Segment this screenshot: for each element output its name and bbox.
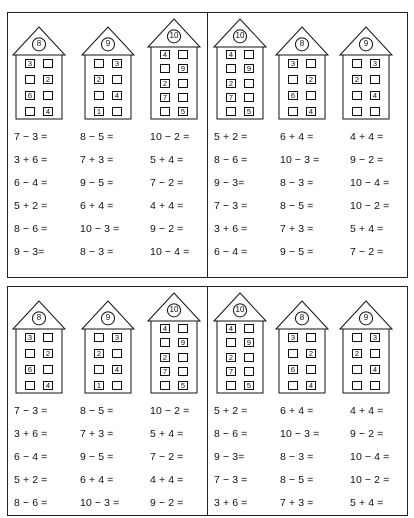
blank-box[interactable]	[244, 367, 254, 376]
number-box: 6	[288, 365, 298, 374]
number-box: 2	[43, 349, 53, 358]
blank-box[interactable]	[25, 107, 35, 116]
blank-box[interactable]	[25, 349, 35, 358]
blank-box[interactable]	[370, 349, 380, 358]
number-box: 3	[112, 333, 122, 342]
blank-box[interactable]	[288, 349, 298, 358]
blank-box[interactable]	[43, 59, 53, 68]
house-body	[16, 55, 62, 119]
number-box: 4	[226, 324, 236, 333]
blank-box[interactable]	[25, 381, 35, 390]
equation[interactable]: 8 − 3 =	[280, 177, 314, 189]
equation[interactable]: 4 + 4 =	[350, 131, 384, 143]
equation[interactable]: 7 − 2 =	[350, 246, 384, 258]
house-body	[151, 47, 197, 119]
number-box: 4	[370, 365, 380, 374]
blank-box[interactable]	[288, 75, 298, 84]
blank-box[interactable]	[306, 59, 316, 68]
number-box: 6	[25, 365, 35, 374]
equation[interactable]: 8 − 5 =	[280, 474, 314, 486]
equation[interactable]: 7 + 3 =	[80, 428, 114, 440]
equation[interactable]: 10 − 2 =	[150, 405, 190, 417]
equation[interactable]: 10 − 2 =	[350, 474, 390, 486]
blank-box[interactable]	[306, 91, 316, 100]
house	[148, 293, 200, 393]
equation[interactable]: 8 − 3 =	[80, 246, 114, 258]
blank-box[interactable]	[352, 59, 362, 68]
equation[interactable]: 4 + 4 =	[150, 200, 184, 212]
house-body	[85, 55, 131, 119]
number-box: 4	[43, 381, 53, 390]
roof-number: 9	[363, 313, 369, 323]
blank-box[interactable]	[370, 107, 380, 116]
house-body	[151, 321, 197, 393]
equation[interactable]: 5 + 2 =	[214, 131, 248, 143]
equation[interactable]: 7 + 3 =	[80, 154, 114, 166]
blank-box[interactable]	[370, 75, 380, 84]
number-box: 2	[160, 79, 170, 88]
house	[148, 19, 200, 119]
roof-number: 8	[299, 313, 305, 323]
number-box: 5	[178, 107, 188, 116]
equation[interactable]: 10 − 3 =	[280, 154, 320, 166]
equation[interactable]: 7 − 3 =	[14, 405, 48, 417]
equation[interactable]: 7 − 3 =	[214, 474, 248, 486]
blank-box[interactable]	[94, 365, 104, 374]
worksheet-panel	[7, 286, 208, 516]
blank-box[interactable]	[160, 64, 170, 73]
number-box: 4	[306, 381, 316, 390]
equation[interactable]: 9 − 5 =	[280, 246, 314, 258]
number-box: 2	[306, 349, 316, 358]
house	[214, 293, 266, 393]
blank-box[interactable]	[43, 333, 53, 342]
number-box: 7	[226, 367, 236, 376]
equation[interactable]: 7 + 3 =	[280, 497, 314, 509]
equation[interactable]: 10 − 4 =	[350, 177, 390, 189]
equation[interactable]: 3 + 6 =	[14, 154, 48, 166]
number-box: 9	[178, 338, 188, 347]
house-body	[343, 329, 389, 393]
equation[interactable]: 10 − 3 =	[280, 428, 320, 440]
house	[13, 19, 65, 119]
equation[interactable]: 6 − 4 =	[14, 451, 48, 463]
equation[interactable]: 5 + 2 =	[214, 405, 248, 417]
house-outline	[13, 19, 65, 120]
blank-box[interactable]	[160, 381, 170, 390]
equation[interactable]: 7 + 3 =	[280, 223, 314, 235]
blank-box[interactable]	[112, 349, 122, 358]
house-body	[85, 329, 131, 393]
roof-number: 10	[235, 305, 245, 315]
equation[interactable]: 6 + 4 =	[280, 405, 314, 417]
worksheet-panel	[207, 12, 408, 278]
house-body	[279, 55, 325, 119]
number-box: 6	[288, 91, 298, 100]
blank-box[interactable]	[306, 365, 316, 374]
number-box: 4	[160, 50, 170, 59]
worksheet-panel	[7, 12, 208, 278]
number-box: 9	[244, 338, 254, 347]
blank-box[interactable]	[112, 107, 122, 116]
equation[interactable]: 8 − 3 =	[280, 451, 314, 463]
blank-box[interactable]	[94, 91, 104, 100]
equation[interactable]: 5 + 4 =	[350, 223, 384, 235]
number-box: 2	[94, 349, 104, 358]
number-box: 4	[306, 107, 316, 116]
house-outline	[82, 19, 134, 120]
blank-box[interactable]	[112, 381, 122, 390]
roof-number: 8	[299, 39, 305, 49]
blank-box[interactable]	[352, 107, 362, 116]
number-box: 1	[94, 107, 104, 116]
blank-box[interactable]	[288, 381, 298, 390]
number-box: 3	[288, 59, 298, 68]
blank-box[interactable]	[352, 91, 362, 100]
house-outline	[340, 293, 392, 394]
blank-box[interactable]	[160, 338, 170, 347]
number-box: 5	[178, 381, 188, 390]
equation[interactable]: 8 − 6 =	[214, 428, 248, 440]
number-box: 2	[352, 349, 362, 358]
number-box: 3	[25, 59, 35, 68]
number-box: 2	[306, 75, 316, 84]
roof-number: 9	[105, 313, 111, 323]
number-box: 4	[112, 91, 122, 100]
blank-box[interactable]	[94, 59, 104, 68]
number-box: 2	[226, 79, 236, 88]
blank-box[interactable]	[43, 365, 53, 374]
house-body	[217, 47, 263, 119]
house-outline	[276, 293, 328, 394]
blank-box[interactable]	[352, 333, 362, 342]
house-body	[279, 329, 325, 393]
equation[interactable]: 3 + 6 =	[14, 428, 48, 440]
equation[interactable]: 9 − 2 =	[350, 154, 384, 166]
roof-number: 8	[36, 313, 42, 323]
blank-box[interactable]	[370, 381, 380, 390]
number-box: 4	[112, 365, 122, 374]
number-box: 5	[244, 381, 254, 390]
house-body	[16, 329, 62, 393]
house-outline	[13, 293, 65, 394]
equation[interactable]: 9 − 2 =	[150, 497, 184, 509]
blank-box[interactable]	[178, 79, 188, 88]
house	[340, 19, 392, 119]
blank-box[interactable]	[25, 75, 35, 84]
number-box: 9	[178, 64, 188, 73]
equation[interactable]: 6 + 4 =	[80, 474, 114, 486]
equation[interactable]: 8 − 6 =	[14, 223, 48, 235]
blank-box[interactable]	[226, 64, 236, 73]
house	[214, 19, 266, 119]
equation[interactable]: 8 − 5 =	[280, 200, 314, 212]
number-box: 2	[94, 75, 104, 84]
house-body	[343, 55, 389, 119]
blank-box[interactable]	[352, 381, 362, 390]
equation[interactable]: 9 − 2 =	[150, 223, 184, 235]
equation[interactable]: 6 − 4 =	[14, 177, 48, 189]
blank-box[interactable]	[178, 367, 188, 376]
roof-number: 9	[363, 39, 369, 49]
blank-box[interactable]	[226, 107, 236, 116]
house-outline	[82, 293, 134, 394]
house-outline	[340, 19, 392, 120]
equation[interactable]: 4 + 4 =	[350, 405, 384, 417]
number-box: 3	[112, 59, 122, 68]
equation[interactable]: 6 + 4 =	[280, 131, 314, 143]
blank-box[interactable]	[244, 50, 254, 59]
equation[interactable]: 5 + 4 =	[150, 428, 184, 440]
house	[276, 19, 328, 119]
equation[interactable]: 8 − 5 =	[80, 405, 114, 417]
blank-box[interactable]	[244, 93, 254, 102]
number-box: 4	[43, 107, 53, 116]
number-box: 9	[244, 64, 254, 73]
equation[interactable]: 5 + 4 =	[150, 154, 184, 166]
number-box: 5	[244, 107, 254, 116]
blank-box[interactable]	[178, 353, 188, 362]
equation[interactable]: 8 − 6 =	[14, 497, 48, 509]
equation[interactable]: 5 + 4 =	[350, 497, 384, 509]
equation[interactable]: 6 + 4 =	[80, 200, 114, 212]
equation[interactable]: 3 + 6 =	[214, 497, 248, 509]
house	[82, 19, 134, 119]
number-box: 4	[370, 91, 380, 100]
number-box: 4	[160, 324, 170, 333]
blank-box[interactable]	[178, 324, 188, 333]
house-outline	[276, 19, 328, 120]
equation[interactable]: 7 − 3 =	[214, 200, 248, 212]
equation[interactable]: 9 − 3=	[214, 177, 245, 189]
number-box: 2	[352, 75, 362, 84]
blank-box[interactable]	[226, 338, 236, 347]
number-box: 7	[226, 93, 236, 102]
blank-box[interactable]	[112, 75, 122, 84]
equation[interactable]: 10 − 4 =	[150, 246, 190, 258]
worksheet-panel	[207, 286, 408, 516]
roof-number: 9	[105, 39, 111, 49]
blank-box[interactable]	[244, 353, 254, 362]
equation[interactable]: 7 − 3 =	[14, 131, 48, 143]
blank-box[interactable]	[244, 324, 254, 333]
equation[interactable]: 9 − 5 =	[80, 177, 114, 189]
equation[interactable]: 5 + 2 =	[14, 200, 48, 212]
equation[interactable]: 6 − 4 =	[214, 246, 248, 258]
equation[interactable]: 9 − 5 =	[80, 451, 114, 463]
equation[interactable]: 3 + 6 =	[214, 223, 248, 235]
blank-box[interactable]	[306, 333, 316, 342]
blank-box[interactable]	[226, 381, 236, 390]
blank-box[interactable]	[352, 365, 362, 374]
equation[interactable]: 10 − 2 =	[350, 200, 390, 212]
equation[interactable]: 4 + 4 =	[150, 474, 184, 486]
house	[13, 293, 65, 393]
house	[276, 293, 328, 393]
number-box: 1	[94, 381, 104, 390]
equation[interactable]: 10 − 3 =	[80, 223, 120, 235]
number-box: 3	[25, 333, 35, 342]
number-box: 7	[160, 367, 170, 376]
blank-box[interactable]	[244, 79, 254, 88]
number-box: 3	[370, 333, 380, 342]
blank-box[interactable]	[94, 333, 104, 342]
blank-box[interactable]	[288, 107, 298, 116]
equation[interactable]: 7 − 2 =	[150, 177, 184, 189]
roof-number: 10	[235, 31, 245, 41]
equation[interactable]: 7 − 2 =	[150, 451, 184, 463]
equation[interactable]: 10 − 2 =	[150, 131, 190, 143]
equation[interactable]: 9 − 2 =	[350, 428, 384, 440]
equation[interactable]: 9 − 3=	[14, 246, 45, 258]
number-box: 2	[160, 353, 170, 362]
roof-number: 8	[36, 39, 42, 49]
number-box: 3	[288, 333, 298, 342]
house	[82, 293, 134, 393]
equation[interactable]: 5 + 2 =	[14, 474, 48, 486]
blank-box[interactable]	[160, 107, 170, 116]
equation[interactable]: 10 − 4 =	[350, 451, 390, 463]
roof-number: 10	[169, 305, 179, 315]
equation[interactable]: 10 − 3 =	[80, 497, 120, 509]
blank-box[interactable]	[178, 93, 188, 102]
number-box: 7	[160, 93, 170, 102]
number-box: 2	[226, 353, 236, 362]
blank-box[interactable]	[43, 91, 53, 100]
number-box: 6	[25, 91, 35, 100]
equation[interactable]: 8 − 5 =	[80, 131, 114, 143]
blank-box[interactable]	[178, 50, 188, 59]
equation[interactable]: 9 − 3=	[214, 451, 245, 463]
number-box: 3	[370, 59, 380, 68]
house-body	[217, 321, 263, 393]
equation[interactable]: 8 − 6 =	[214, 154, 248, 166]
roof-number: 10	[169, 31, 179, 41]
number-box: 2	[43, 75, 53, 84]
house	[340, 293, 392, 393]
number-box: 4	[226, 50, 236, 59]
